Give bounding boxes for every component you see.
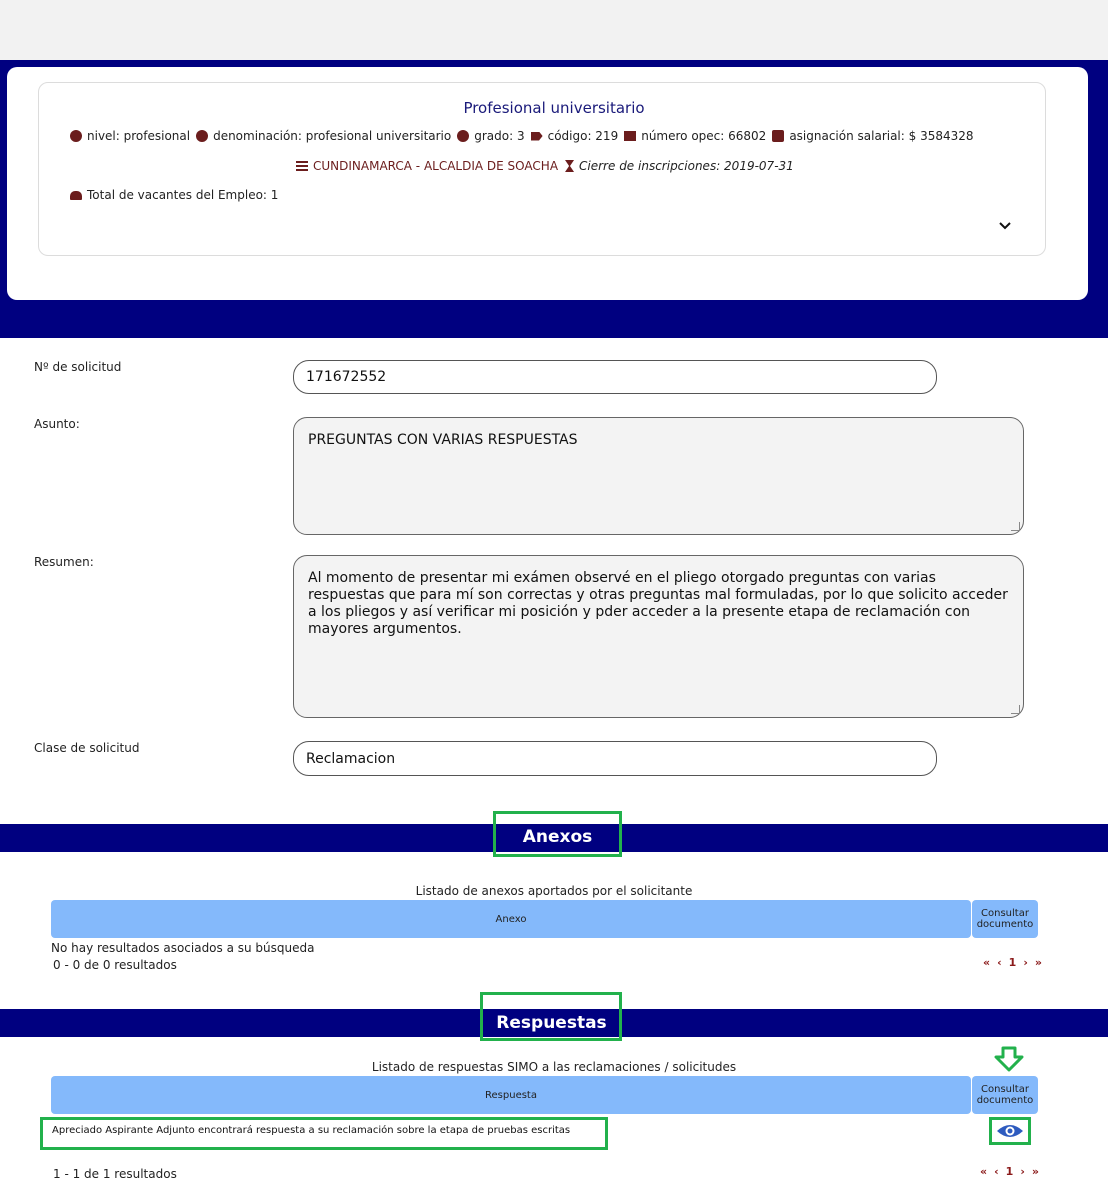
anexos-empty: No hay resultados asociados a su búsqueda [51, 941, 315, 955]
anexos-highlight [493, 811, 622, 857]
job-title: Profesional universitario [463, 99, 645, 117]
anexos-col-consultar: Consultar documento [972, 900, 1038, 938]
solicitud-field[interactable] [293, 360, 937, 394]
globe-icon [70, 130, 82, 142]
pager-last[interactable]: » [1034, 956, 1042, 969]
asunto-textarea[interactable] [293, 417, 1024, 535]
pager-next[interactable]: › [1020, 1165, 1025, 1178]
solicitud-value: 171672552 [306, 369, 387, 385]
anexos-count: 0 - 0 de 0 resultados [53, 958, 177, 972]
anexos-col-anexo: Anexo [51, 900, 971, 938]
respuestas-caption: Listado de respuestas SIMO a las reclamaciones / solicitudes [371, 1060, 737, 1074]
respuestas-count: 1 - 1 de 1 resultados [53, 1167, 177, 1181]
money-icon [772, 130, 784, 142]
star-icon [457, 130, 469, 142]
grado-text: grado: 3 [474, 129, 525, 143]
resumen-value: Al momento de presentar mi exámen observé en el pliego otorgado preguntas con varias respuestas que para mí son correctas y otras preguntas mal formuladas, por lo que solicito acceder a los pliegos y así verificar mi posición y pder acceder a la presente etapa de reclamación con mayores argumentos. [308, 570, 1008, 637]
pager-page[interactable]: 1 [1008, 956, 1017, 969]
clase-label: Clase de solicitud [34, 741, 140, 755]
anexos-title: Anexos [522, 827, 593, 847]
pager-next[interactable]: › [1023, 956, 1028, 969]
cierre-text: Cierre de inscripciones: 2019-07-31 [579, 159, 794, 173]
solicitud-label: Nº de solicitud [34, 360, 122, 374]
denominacion-text: denominación: profesional universitario [213, 129, 452, 143]
resize-grip-icon[interactable] [1011, 705, 1020, 714]
ticket-icon [624, 131, 636, 141]
pager-prev[interactable]: ‹ [997, 956, 1002, 969]
pager-last[interactable]: » [1031, 1165, 1039, 1178]
vacantes-text: Total de vacantes del Empleo: 1 [87, 188, 279, 202]
resumen-label: Resumen: [34, 555, 94, 569]
arrow-down-icon [992, 1046, 1026, 1072]
entidad-text: CUNDINAMARCA - ALCALDIA DE SOACHA [313, 159, 559, 173]
users-icon [70, 191, 82, 200]
asunto-value: PREGUNTAS CON VARIAS RESPUESTAS [308, 432, 578, 448]
anexos-pager [983, 956, 1042, 969]
respuestas-highlight [480, 992, 622, 1041]
eye-icon[interactable] [995, 1122, 1025, 1140]
hourglass-icon [565, 160, 574, 172]
salario-text: asignación salarial: $ 3584328 [789, 129, 974, 143]
clase-field[interactable] [293, 741, 937, 776]
respuestas-col-consultar: Consultar documento [972, 1076, 1038, 1114]
opec-text: número opec: 66802 [641, 129, 767, 143]
job-entity-row [296, 159, 794, 173]
pager-first[interactable]: « [983, 956, 991, 969]
resize-grip-icon[interactable] [1011, 522, 1020, 531]
anexos-caption: Listado de anexos aportados por el solicitante [415, 884, 693, 898]
user-circle-icon [196, 130, 208, 142]
pager-first[interactable]: « [980, 1165, 988, 1178]
tag-icon [531, 132, 543, 141]
resumen-textarea[interactable] [293, 555, 1024, 718]
respuestas-title: Respuestas [496, 1013, 607, 1033]
respuestas-col-respuesta: Respuesta [51, 1076, 971, 1114]
respuesta-row-text: Apreciado Aspirante Adjunto encontrará respuesta a su reclamación sobre la etapa de pruebas escritas [52, 1125, 571, 1136]
clase-value: Reclamacion [306, 750, 396, 767]
asunto-label: Asunto: [34, 417, 80, 431]
pager-page[interactable]: 1 [1005, 1165, 1014, 1178]
list-icon [296, 161, 308, 172]
chevron-down-icon[interactable] [998, 220, 1012, 232]
vacantes-row [70, 188, 278, 202]
codigo-text: código: 219 [547, 129, 619, 143]
respuestas-pager [980, 1165, 1039, 1178]
job-meta-row [70, 129, 974, 143]
pager-prev[interactable]: ‹ [994, 1165, 999, 1178]
nivel-text: nivel: profesional [87, 129, 191, 143]
